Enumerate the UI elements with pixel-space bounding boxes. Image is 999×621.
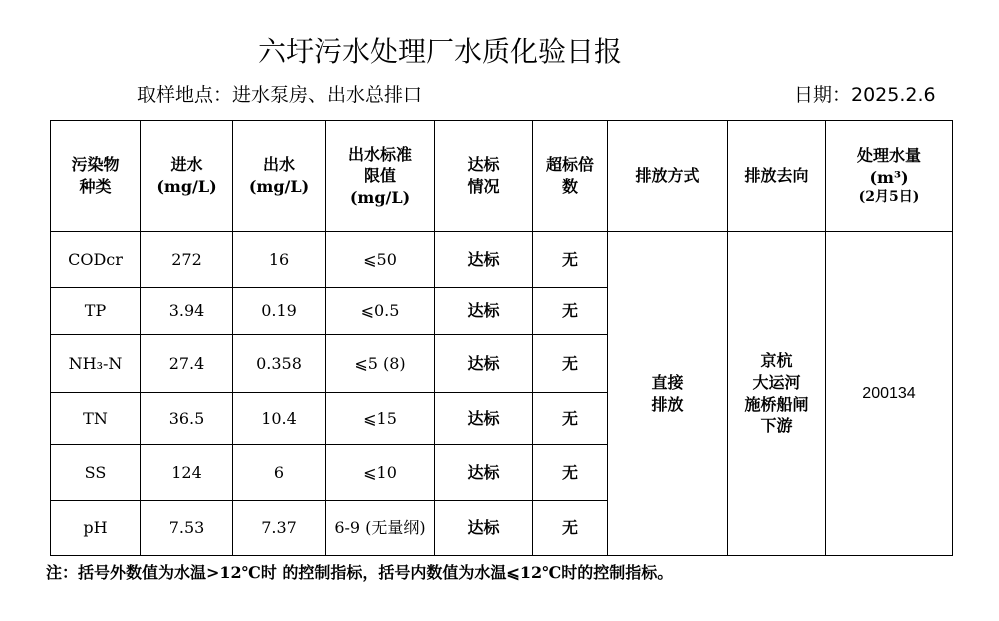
limit-cell: ⩽0.5 (326, 288, 435, 335)
header-pollutant: 污染物 种类 (51, 121, 141, 232)
outflow-cell: 0.358 (233, 335, 326, 393)
pollutant-cell: SS (51, 445, 141, 501)
header-row (51, 121, 953, 232)
header-discharge-method: 排放方式 (608, 121, 728, 232)
outflow-cell: 16 (233, 232, 326, 288)
inflow-cell: 7.53 (141, 501, 233, 556)
multiple-cell: 无 (533, 288, 608, 335)
inflow-cell: 272 (141, 232, 233, 288)
limit-cell: 6-9 (无量纲) (326, 501, 435, 556)
multiple-cell: 无 (533, 393, 608, 445)
limit-cell: ⩽15 (326, 393, 435, 445)
outflow-cell: 0.19 (233, 288, 326, 335)
multiple-cell: 无 (533, 335, 608, 393)
inflow-cell: 27.4 (141, 335, 233, 393)
pollutant-cell: pH (51, 501, 141, 556)
inflow-cell: 124 (141, 445, 233, 501)
multiple-cell: 无 (533, 445, 608, 501)
limit-cell: ⩽10 (326, 445, 435, 501)
status-cell: 达标 (435, 335, 533, 393)
header-status: 达标 情况 (435, 121, 533, 232)
limit-cell: ⩽50 (326, 232, 435, 288)
discharge-destination-cell: 京杭 大运河 施桥船闸 下游 (728, 232, 826, 556)
header-multiple: 超标倍 数 (533, 121, 608, 232)
inflow-cell: 36.5 (141, 393, 233, 445)
status-cell: 达标 (435, 288, 533, 335)
outflow-cell: 10.4 (233, 393, 326, 445)
header-volume: 处理水量 (m³) (2月5日) (826, 121, 953, 232)
treated-volume-cell: 200134 (826, 232, 953, 556)
outflow-cell: 7.37 (233, 501, 326, 556)
header-inflow: 进水 (mg/L) (141, 121, 233, 232)
inflow-cell: 3.94 (141, 288, 233, 335)
header-outflow: 出水 (mg/L) (233, 121, 326, 232)
limit-cell: ⩽5 (8) (326, 335, 435, 393)
discharge-method-cell: 直接 排放 (608, 232, 728, 556)
pollutant-cell: NH₃-N (51, 335, 141, 393)
water-quality-table (50, 120, 953, 556)
report-title: 六圩污水处理厂水质化验日报 (257, 35, 622, 68)
multiple-cell: 无 (533, 232, 608, 288)
header-limit: 出水标准 限值 (mg/L) (326, 121, 435, 232)
multiple-cell: 无 (533, 501, 608, 556)
header-discharge-destination: 排放去向 (728, 121, 826, 232)
outflow-cell: 6 (233, 445, 326, 501)
status-cell: 达标 (435, 501, 533, 556)
pollutant-cell: TP (51, 288, 141, 335)
footnote: 注：括号外数值为水温>12℃时 的控制指标，括号内数值为水温⩽12℃时的控制指标。 (46, 563, 674, 582)
pollutant-cell: CODcr (51, 232, 141, 288)
report-date: 日期：2025.2.6 (794, 84, 936, 106)
status-cell: 达标 (435, 393, 533, 445)
pollutant-cell: TN (51, 393, 141, 445)
status-cell: 达标 (435, 445, 533, 501)
table-row (51, 232, 953, 288)
status-cell: 达标 (435, 232, 533, 288)
sampling-location: 取样地点：进水泵房、出水总排口 (137, 84, 423, 106)
